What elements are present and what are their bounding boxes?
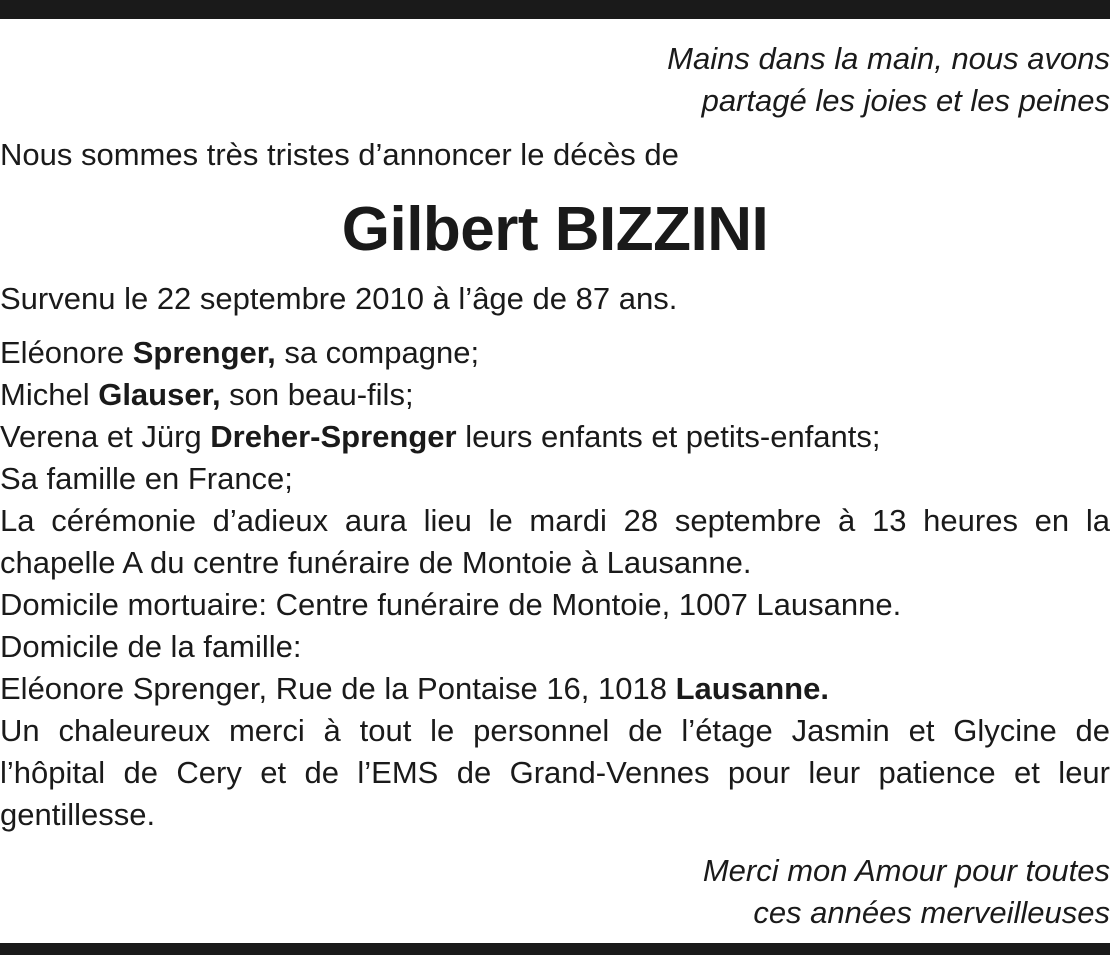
family-home-address	[0, 668, 1110, 710]
family-member-3-relation: leurs enfants et petits-enfants;	[456, 419, 881, 454]
family-member-3-last: Dreher-Sprenger	[210, 419, 457, 454]
family-member-3-first: Verena et Jürg	[0, 419, 211, 454]
top-border-rule	[0, 0, 1110, 19]
family-france: Sa famille en France;	[0, 461, 293, 496]
mortuary-address: Domicile mortuaire: Centre funéraire de Montoie, 1007 Lausanne.	[0, 587, 902, 622]
family-member-2-first: Michel	[0, 377, 99, 412]
thanks-line-3: gentillesse.	[0, 797, 156, 832]
family-home-city: Lausanne.	[675, 671, 829, 706]
epigraph-line-1: Mains dans la main, nous avons	[667, 41, 1110, 76]
intro-text: Nous sommes très tristes d’annoncer le décès de	[0, 137, 679, 172]
family-member-2	[0, 374, 1110, 416]
closing-line-1: Merci mon Amour pour toutes	[702, 853, 1110, 888]
ceremony-line-1: La cérémonie d’adieux aura lieu le mardi 28 septembre à 13 heures en la	[0, 503, 1110, 538]
thanks-line-1: Un chaleureux merci à tout le personnel de l’étage Jasmin et Glycine de	[0, 713, 1110, 748]
family-member-2-last: Glauser,	[98, 377, 221, 412]
bottom-border-rule	[0, 943, 1110, 955]
epigraph-line-2: partagé les joies et les peines	[701, 83, 1110, 118]
deceased-name: Gilbert BIZZINI	[341, 195, 769, 264]
family-member-1-last: Sprenger,	[132, 335, 276, 370]
family-member-3	[0, 416, 1110, 458]
family-member-1	[0, 332, 1110, 374]
family-home-label: Domicile de la famille:	[0, 629, 302, 664]
family-member-1-first: Eléonore	[0, 335, 133, 370]
thanks-line-2: l’hôpital de Cery et de l’EMS de Grand-Vennes pour leur patience et leur	[0, 755, 1110, 790]
family-member-2-relation: son beau-fils;	[220, 377, 414, 412]
ceremony-line-2: chapelle A du centre funéraire de Montoie à Lausanne.	[0, 545, 752, 580]
closing-line-2: ces années merveilleuses	[753, 895, 1110, 930]
death-notice: Survenu le 22 septembre 2010 à l’âge de 87 ans.	[0, 281, 678, 316]
family-member-1-relation: sa compagne;	[275, 335, 480, 370]
family-home-street: Eléonore Sprenger, Rue de la Pontaise 16, 1018	[0, 671, 676, 706]
